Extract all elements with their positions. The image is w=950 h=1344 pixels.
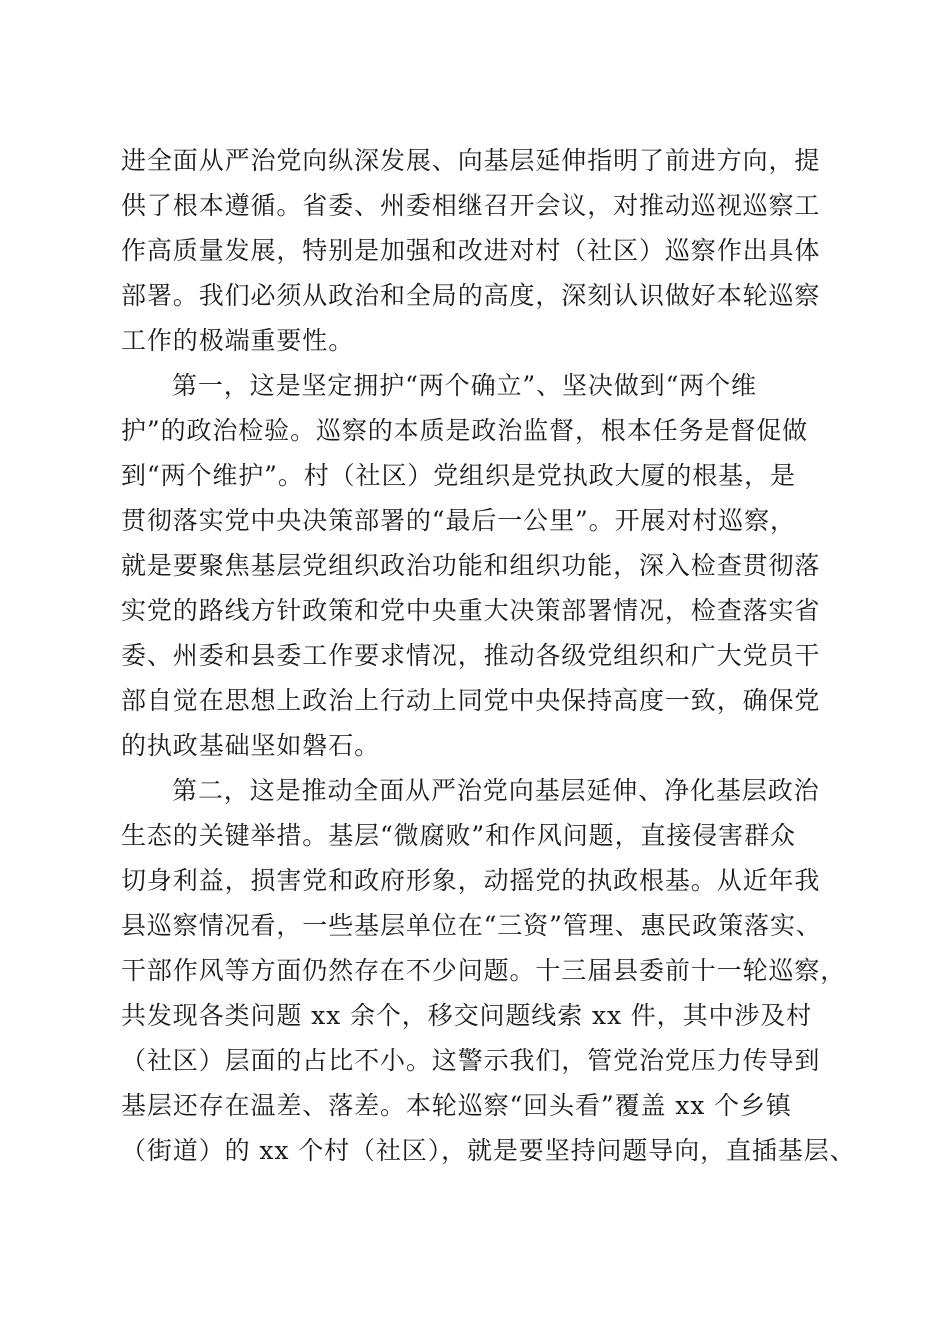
text-line-19: 干部作风等方面仍然存在不少问题。十三届县委前十一轮巡察， <box>121 956 847 985</box>
text-line-6: 第一，这是坚定拥护“两个确立”、坚决做到“两个维 <box>172 371 757 400</box>
text-line-13: 部自觉在思想上政治上行动上同党中央保持高度一致，确保党 <box>121 686 821 715</box>
text-line-14: 的执政基础坚如磐石。 <box>121 731 381 760</box>
text-line-3: 作高质量发展，特别是加强和改进对村（社区）巡察作出具体 <box>121 236 821 265</box>
text-line-18: 县巡察情况看，一些基层单位在“三资”管理、惠民政策落实、 <box>121 911 822 940</box>
text-line-10: 就是要聚焦基层党组织政治功能和组织功能，深入检查贯彻落 <box>121 551 821 580</box>
text-line-7: 护”的政治检验。巡察的本质是政治监督，根本任务是督促做 <box>121 416 809 445</box>
text-line-16: 生态的关键举措。基层“微腐败”和作风问题，直接侵害群众 <box>121 821 796 850</box>
text-line-2: 供了根本遵循。省委、州委相继召开会议，对推动巡视巡察工 <box>121 191 821 220</box>
text-line-8: 到“两个维护”。村（社区）党组织是党执政大厦的根基，是 <box>121 461 796 490</box>
text-line-23: （街道）的 xx 个村（社区），就是要坚持问题导向，直插基层、 <box>121 1136 856 1165</box>
text-line-11: 实党的路线方针政策和党中央重大决策部署情况，检查落实省 <box>121 596 821 625</box>
text-line-17: 切身利益，损害党和政府形象，动摇党的执政根基。从近年我 <box>121 866 821 895</box>
text-line-4: 部署。我们必须从政治和全局的高度，深刻认识做好本轮巡察 <box>121 281 821 310</box>
text-line-22: 基层还存在温差、落差。本轮巡察“回头看”覆盖 xx 个乡镇 <box>121 1091 792 1120</box>
text-line-20: 共发现各类问题 xx 余个，移交问题线索 xx 件，其中涉及村 <box>121 1001 813 1030</box>
text-line-21: （社区）层面的占比不小。这警示我们，管党治党压力传导到 <box>121 1046 821 1075</box>
text-line-5: 工作的极端重要性。 <box>121 326 355 355</box>
text-line-12: 委、州委和县委工作要求情况，推动各级党组织和广大党员干 <box>121 641 821 670</box>
text-line-9: 贯彻落实党中央决策部署的“最后一公里”。开展对村巡察， <box>121 506 796 535</box>
text-line-15: 第二，这是推动全面从严治党向基层延伸、净化基层政治 <box>172 776 820 805</box>
text-line-1: 进全面从严治党向纵深发展、向基层延伸指明了前进方向，提 <box>121 146 821 175</box>
